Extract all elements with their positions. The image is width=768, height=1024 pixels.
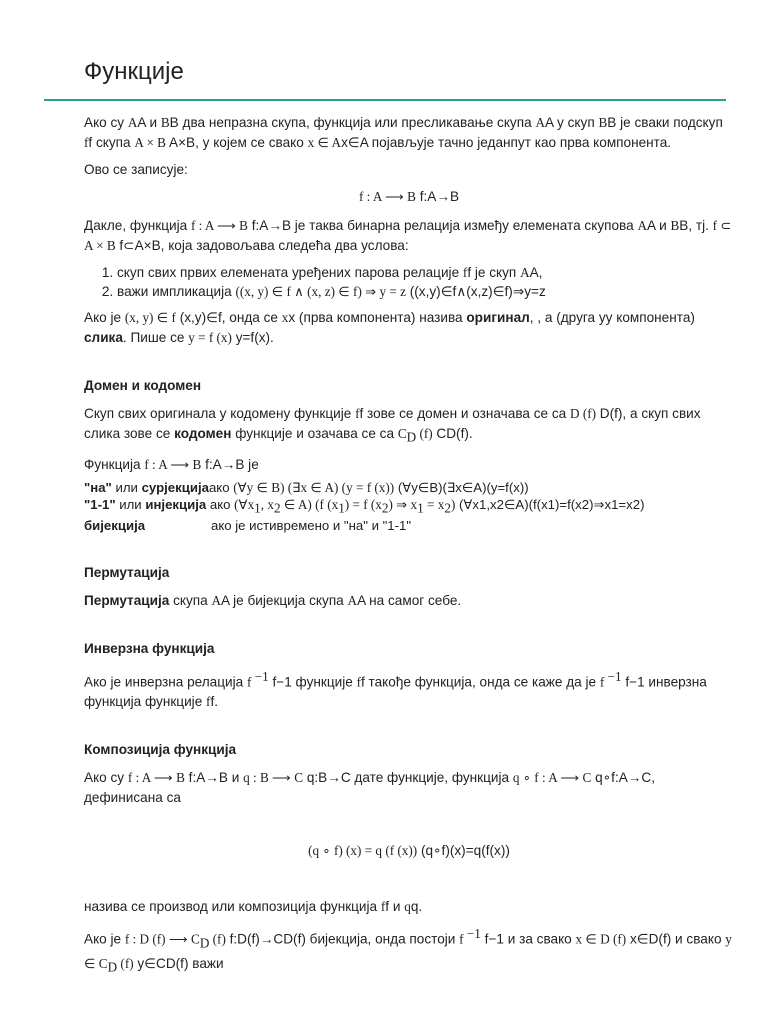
- article-body: [84, 113, 734, 984]
- original-image-paragraph: Ако је (x, y) ∈ f (x,y)∈f, онда се xx (прва компонента) назива оригинал, , а (друга уу компонента) слика. Пише се y = f (x) y=f(x).: [84, 310, 695, 345]
- notation-paragraph: Ово се записује:: [84, 162, 188, 177]
- page-title: Функције: [84, 58, 184, 85]
- condition-item: 1. скуп свих првих елемената уређених парова релације ff је скуп AA,: [117, 263, 734, 282]
- section-heading-permutation: Пермутација: [84, 564, 170, 580]
- function-notation-formula: f : A ⟶ B f:A→B: [358, 189, 460, 204]
- function-types-list: [84, 479, 734, 535]
- conditions-list: [84, 263, 734, 301]
- definition-paragraph: Дакле, функција f : A ⟶ B f:A→B је таква бинарна релација између елемената скупова AA и BB, тј. f ⊂ A × B f⊂A×B, која задовољава следећа два услова:: [84, 218, 732, 253]
- inverse-paragraph: Ако је инверзна релација f $^{-1}$ f−1 функције ff такође функција, онда се каже да је f $^{-1}$ f−1 инверзна функција функције ff.: [84, 668, 707, 710]
- composition-paragraph: Ако су f : A ⟶ B f:A→B и q : B ⟶ C q:B→C дате функције, функција q ∘ f : A ⟶ C q∘f:A→C, дефинисана са: [84, 770, 655, 806]
- bijection-row: бијекција ако је истивремено и "на" и "1-1": [84, 518, 412, 534]
- section-heading-domain: Домен и кодомен: [84, 378, 202, 393]
- injection-row: "1-1" или инјекција ако ($\forall x_1$, $x_2$ ∈ A) (f $(x_1) = f$ $(x_2)$ ⇒ $x_1 = x_2$) (∀x1,x2∈A)(f(x1)=f(x2)⇒x1=x2): [84, 497, 645, 516]
- domain-paragraph: Скуп свих оригинала у кодомену функције ff зове се домен и означава се са D (f) D(f), а скуп свих слика зове се кодомен функције и озачава се са $C_D$ (f) CD(f).: [84, 406, 701, 445]
- title-divider: [44, 99, 726, 101]
- permutation-paragraph: Пермутација скупа AA је бијекција скупа AA на самог себе.: [84, 592, 462, 608]
- section-heading-composition: Композиција функција: [84, 742, 237, 758]
- surjection-row: "на" или сурјекцијаако (∀y ∈ B) (∃x ∈ A) (y = f (x)) (∀y∈B)(∃x∈A)(y=f(x)): [84, 479, 529, 495]
- intro-paragraph: Ако су AA и BB два непразна скупа, функција или пресликавање скупа AA у скуп BB је сваки подскуп ff скупа A × B A×B, у којем се свако x ∈ Ax∈A појављује тачно једанпут као прва компонента.: [84, 115, 723, 150]
- composition-name-paragraph: назива се производ или композиција функција ff и qq.: [84, 899, 423, 915]
- section-heading-inverse: Инверзна функција: [84, 640, 215, 656]
- function-types-intro: Функција f : A ⟶ B f:A→B је: [84, 456, 259, 472]
- bijection-inverse-paragraph: Ако је f : D (f) ⟶ $C_D$ (f) f:D(f)→CD(f) бијекција, онда постоји f $^{-1}$ f−1 и за свако x ∈ D (f) x∈D(f) и свако y ∈ $C_D$ (f) y∈CD(f) важи: [84, 926, 732, 975]
- composition-formula: (q ∘ f) (x) = q (f (x)) (q∘f)(x)=q(f(x)): [308, 843, 510, 859]
- condition-item: 2. важи импликација ((x, y) ∈ f ∧ (x, z) ∈ f) ⇒ y = z ((x,y)∈f∧(x,z)∈f)⇒y=z: [117, 282, 734, 301]
